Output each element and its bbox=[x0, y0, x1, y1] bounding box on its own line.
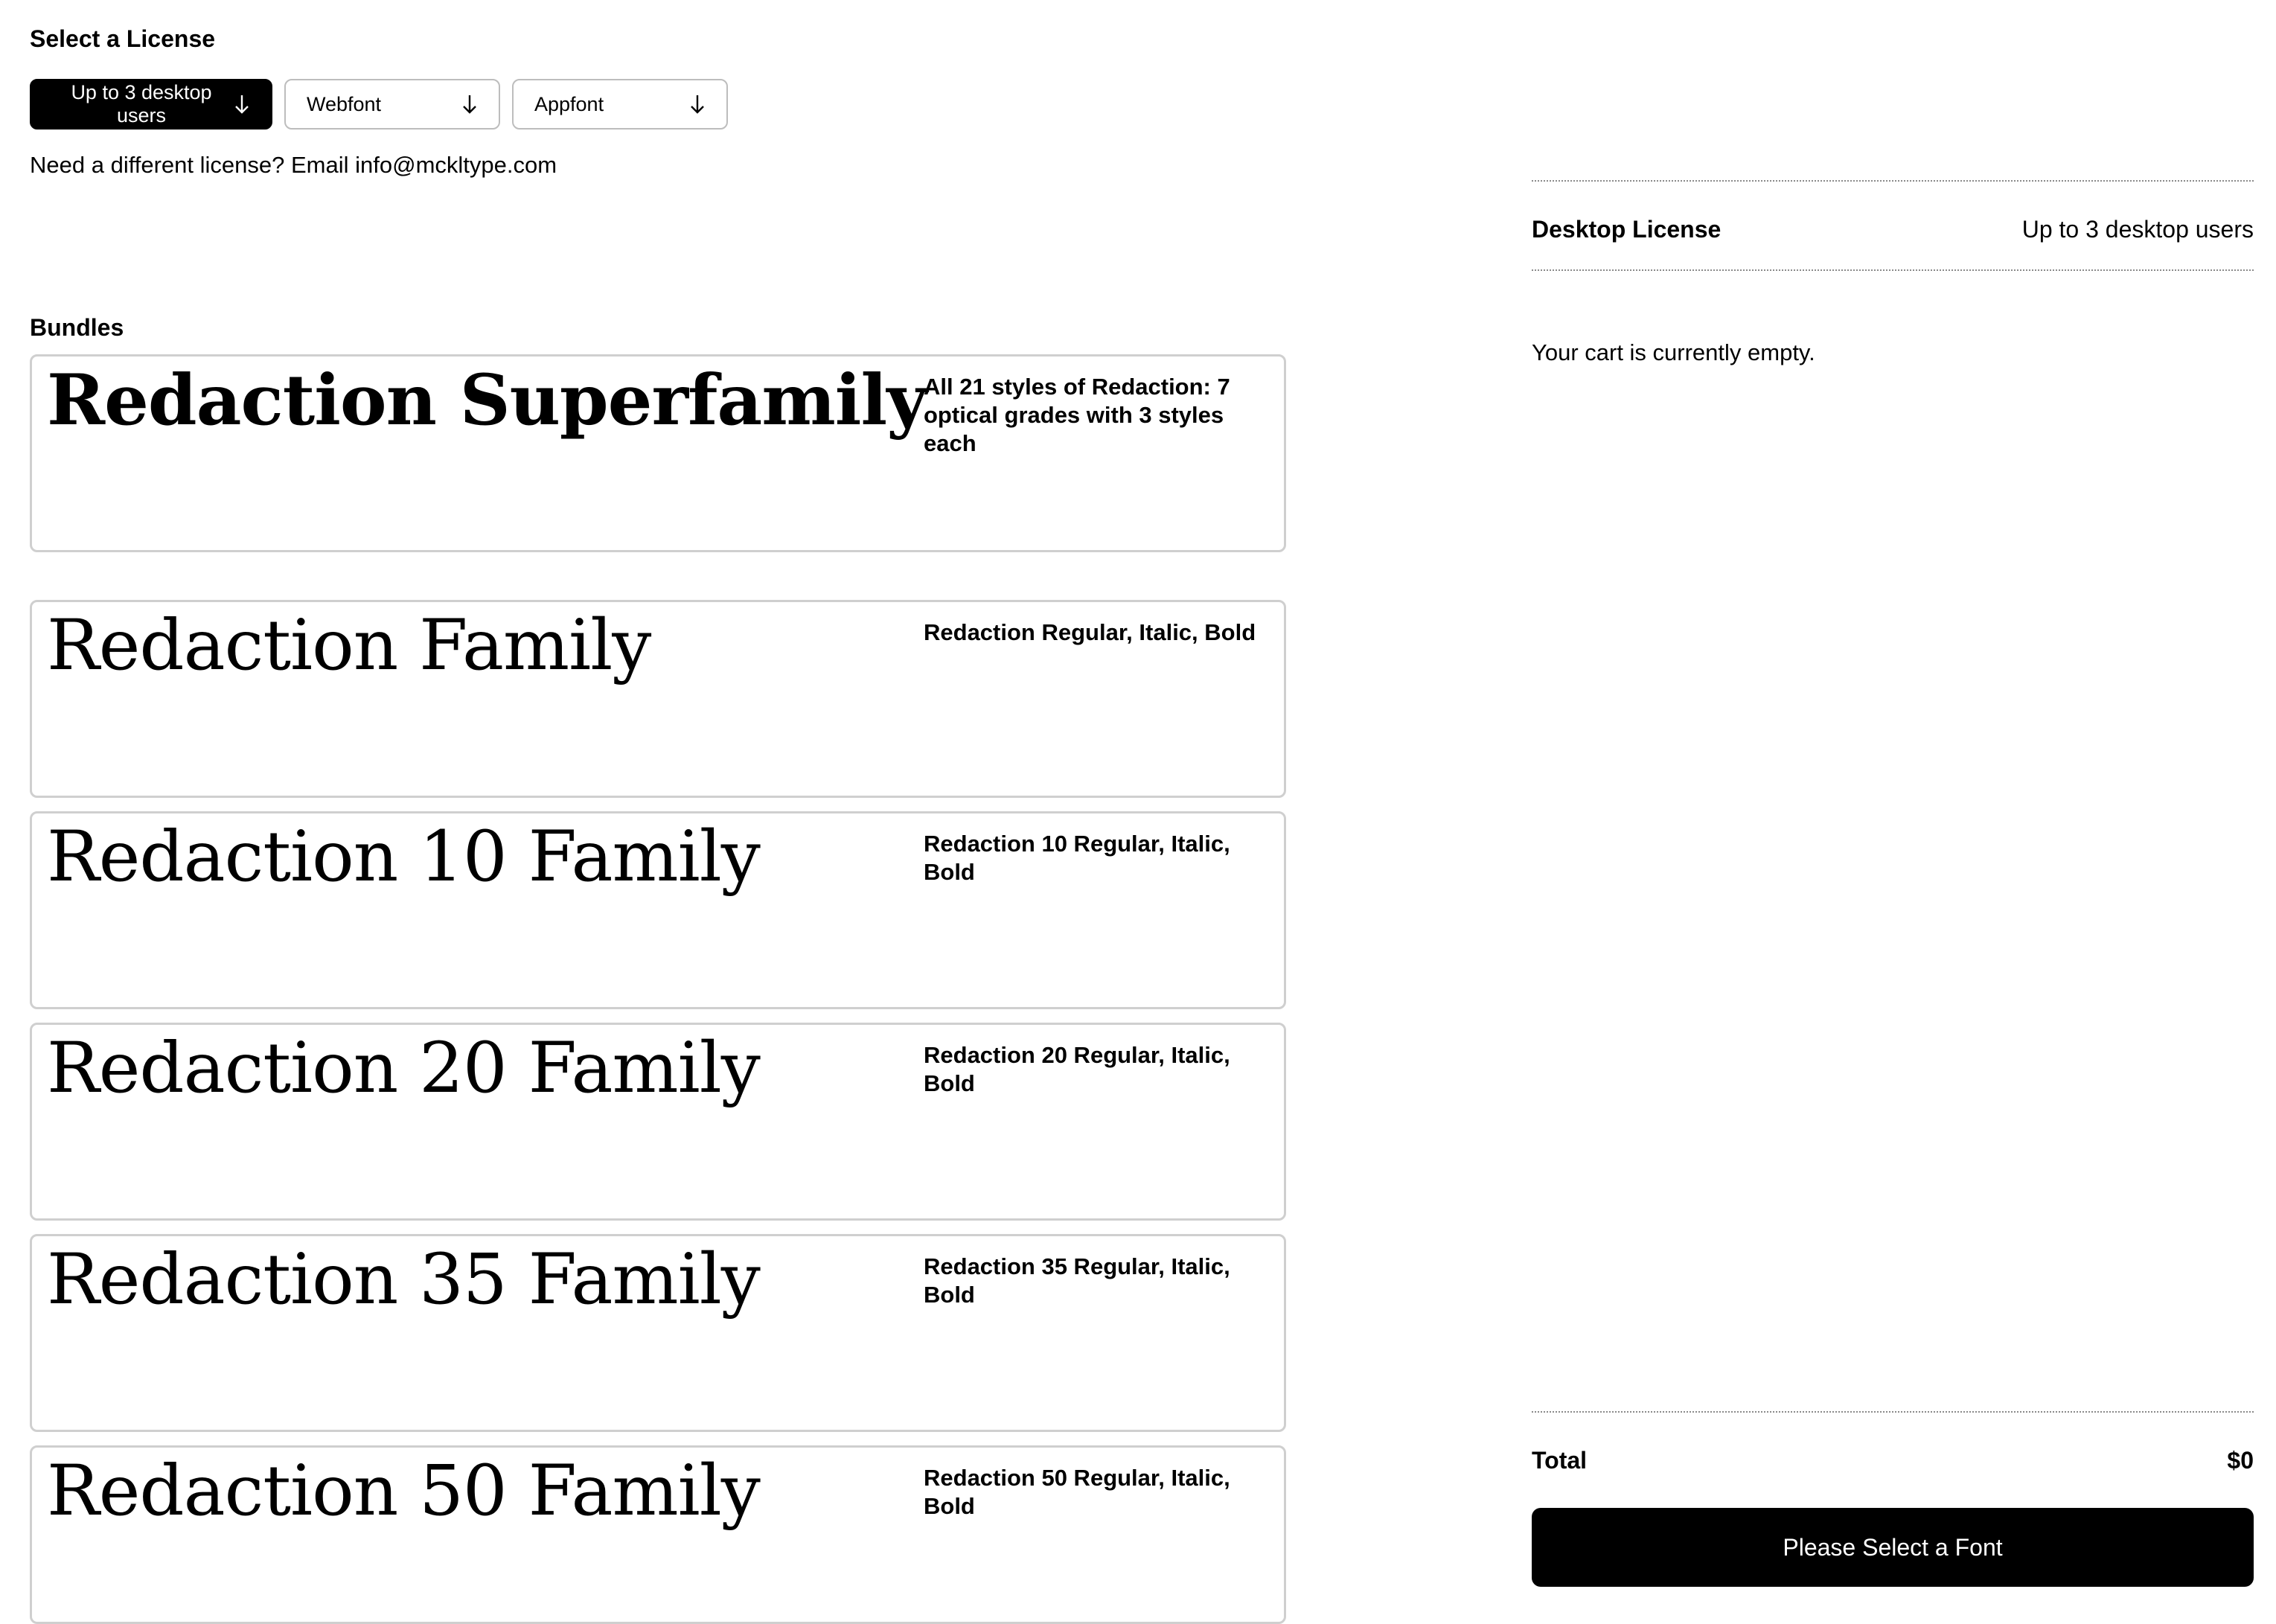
bundle-name: Redaction Family bbox=[47, 605, 651, 686]
bundles-heading: Bundles bbox=[30, 314, 124, 341]
cart-license-row bbox=[1532, 214, 2254, 244]
bundle-card-35-family[interactable] bbox=[30, 1234, 1286, 1432]
cart-license-value: Up to 3 desktop users bbox=[2021, 216, 2254, 243]
select-license-heading: Select a License bbox=[30, 25, 216, 52]
divider bbox=[1532, 269, 2254, 271]
bundle-name: Redaction 10 Family bbox=[47, 816, 760, 898]
bundle-card-50-family[interactable] bbox=[30, 1445, 1286, 1624]
bundle-card-family[interactable] bbox=[30, 600, 1286, 798]
bundle-name: Redaction Superfamily bbox=[47, 359, 927, 441]
license-appfont-label: Appfont bbox=[534, 92, 604, 115]
bundle-description: Redaction 10 Regular, Italic, Bold bbox=[924, 831, 1230, 885]
bundle-description: Redaction Regular, Italic, Bold bbox=[924, 619, 1256, 645]
bundle-description: Redaction 35 Regular, Italic, Bold bbox=[924, 1253, 1230, 1308]
cart-total-value: $0 bbox=[2227, 1447, 2254, 1474]
arrow-down-icon bbox=[234, 94, 250, 115]
arrow-down-icon bbox=[461, 94, 478, 115]
license-webfont-button[interactable] bbox=[284, 79, 500, 130]
bundle-name: Redaction 20 Family bbox=[47, 1028, 760, 1109]
bundle-name: Redaction 50 Family bbox=[47, 1451, 760, 1532]
arrow-down-icon bbox=[689, 94, 706, 115]
bundle-card-20-family[interactable] bbox=[30, 1023, 1286, 1221]
bundle-description: All 21 styles of Redaction: 7 optical grades with 3 styles each bbox=[924, 374, 1230, 456]
cart-empty-message: Your cart is currently empty. bbox=[1532, 339, 1815, 365]
bundle-name: Redaction 35 Family bbox=[47, 1239, 760, 1320]
bundle-card-10-family[interactable] bbox=[30, 811, 1286, 1009]
license-options bbox=[30, 79, 728, 130]
bundle-card-superfamily[interactable] bbox=[30, 354, 1286, 552]
divider bbox=[1532, 1411, 2254, 1413]
license-webfont-label: Webfont bbox=[307, 92, 382, 115]
divider bbox=[1532, 180, 2254, 182]
license-desktop-label: Up to 3 desktop users bbox=[71, 81, 212, 127]
cart-license-label: Desktop License bbox=[1532, 216, 1722, 243]
license-appfont-button[interactable] bbox=[512, 79, 728, 130]
checkout-button[interactable]: Please Select a Font bbox=[1532, 1508, 2254, 1587]
cart-total-row bbox=[1532, 1445, 2254, 1475]
bundle-description: Redaction 20 Regular, Italic, Bold bbox=[924, 1042, 1230, 1096]
license-desktop-button[interactable] bbox=[30, 79, 272, 130]
bundle-description: Redaction 50 Regular, Italic, Bold bbox=[924, 1465, 1230, 1519]
cart-panel bbox=[1532, 0, 2254, 1608]
license-help-text: Need a different license? Email info@mckltype.com bbox=[30, 152, 557, 178]
cart-total-label: Total bbox=[1532, 1447, 1588, 1474]
